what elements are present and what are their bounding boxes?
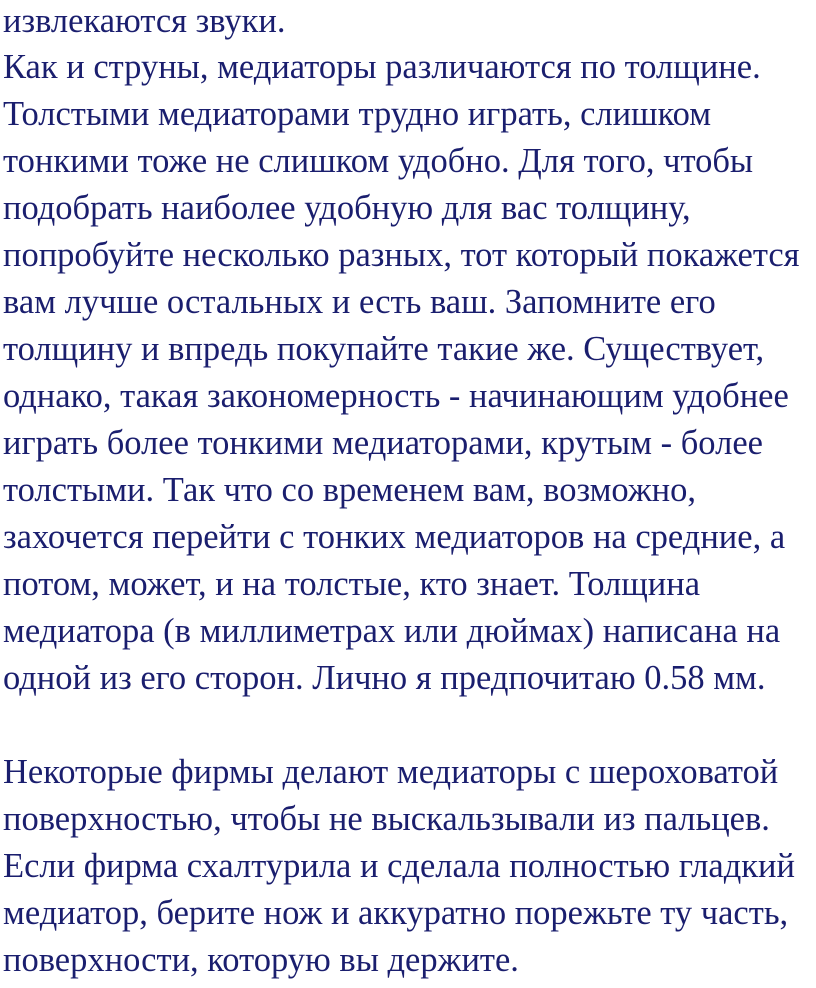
text-line: подобрать наиболее удобную для вас толщину,: [3, 189, 691, 227]
text-line: попробуйте несколько разных, тот который покажется: [3, 236, 800, 274]
text-line: поверхности, которую вы держите.: [3, 941, 519, 979]
text-line: тонкими тоже не слишком удобно. Для того, чтобы: [3, 142, 754, 180]
text-line: Некоторые фирмы делают медиаторы с шероховатой: [3, 753, 779, 791]
text-line: медиатора (в миллиметрах или дюймах) написана на: [3, 612, 781, 650]
text-line: Как и струны, медиаторы различаются по толщине.: [3, 48, 761, 86]
text-line: играть более тонкими медиаторами, крутым - более: [3, 424, 763, 462]
text-line: Толстыми медиаторами трудно играть, слишком: [3, 95, 712, 133]
text-line: медиатор, берите нож и аккуратно порежьте ту часть,: [3, 894, 789, 932]
text-line: однако, такая закономерность - начинающим удобнее: [3, 377, 789, 415]
text-line: извлекаются звуки.: [3, 2, 286, 40]
text-line: вам лучше остальных и есть ваш. Запомните его: [3, 283, 716, 321]
text-line: толстыми. Так что со временем вам, возможно,: [3, 471, 696, 509]
text-line: толщину и впредь покупайте такие же. Существует,: [3, 330, 765, 368]
text-line: одной из его сторон. Лично я предпочитаю 0.58 мм.: [3, 659, 766, 697]
text-line: потом, может, и на толстые, кто знает. Толщина: [3, 565, 701, 603]
text-line: поверхностью, чтобы не выскальзывали из пальцев.: [3, 800, 770, 838]
text-line: Если фирма схалтурила и сделала полностью гладкий: [3, 847, 795, 885]
text-line: захочется перейти с тонких медиаторов на средние, а: [3, 518, 786, 556]
